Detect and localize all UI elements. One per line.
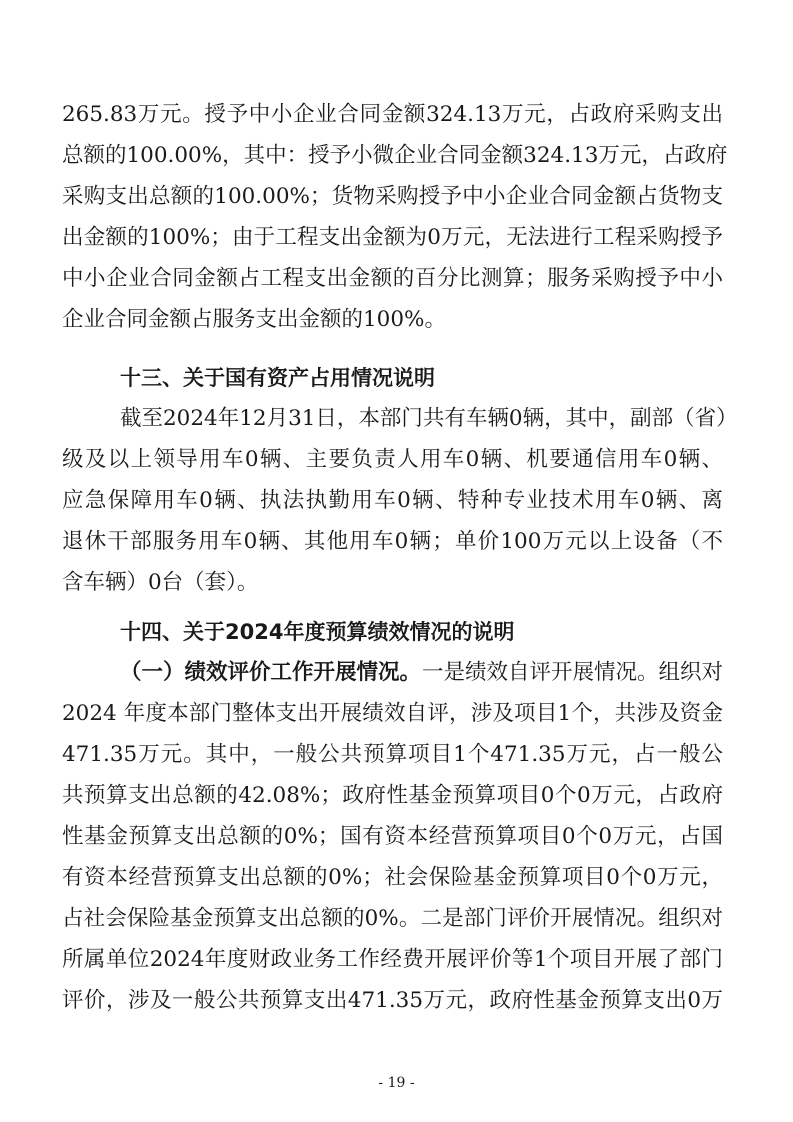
body-text-line: 性基金预算支出总额的0%；国有资本经营预算项目0个0万元，占国 [62, 824, 723, 849]
body-text-line [120, 659, 723, 687]
body-text-line: 级及以上领导用车0辆、主要负责人用车0辆、机要通信用车0辆、 [62, 447, 723, 472]
page-number: - 19 - [378, 1075, 415, 1091]
section-heading-14: 十四、关于2024年度预算绩效情况的说明 [120, 620, 515, 644]
body-text-line: 占社会保险基金预算支出总额的0%。二是部门评价开展情况。组织对 [62, 906, 723, 931]
body-text-line: 所属单位2024年度财政业务工作经费开展评价等1个项目开展了部门 [62, 947, 723, 972]
body-text-line: 应急保障用车0辆、执法执勤用车0辆、特种专业技术用车0辆、离 [62, 488, 723, 513]
body-text-line: 2024 年度本部门整体支出开展绩效自评，涉及项目1个，共涉及资金 [62, 701, 723, 726]
body-text: 一是绩效自评开展情况。组织对 [421, 660, 723, 685]
body-text-line: 企业合同金额占服务支出金额的100%。 [62, 307, 446, 332]
body-text-line: 评价，涉及一般公共预算支出471.35万元，政府性基金预算支出0万 [62, 988, 723, 1013]
section-heading-13: 十三、关于国有资产占用情况说明 [120, 366, 435, 390]
body-text-line: 总额的100.00%，其中：授予小微企业合同金额324.13万元，占政府 [62, 143, 728, 168]
body-text-line: 采购支出总额的100.00%；货物采购授予中小企业合同金额占货物支 [62, 184, 723, 209]
body-text-line: 471.35万元。其中，一般公共预算项目1个471.35万元，占一般公 [62, 742, 723, 767]
body-text-line: 有资本经营预算支出总额的0%；社会保险基金预算项目0个0万元， [62, 865, 723, 890]
subsection-heading: （一）绩效评价工作开展情况。 [120, 660, 422, 685]
body-text-line: 出金额的100%；由于工程支出金额为0万元，无法进行工程采购授予 [62, 225, 723, 250]
body-text-line: 中小企业合同金额占工程支出金额的百分比测算；服务采购授予中小 [62, 266, 723, 291]
body-text-line: 退休干部服务用车0辆、其他用车0辆；单价100万元以上设备（不 [62, 529, 723, 554]
body-text-line: 共预算支出总额的42.08%；政府性基金预算项目0个0万元，占政府 [62, 783, 723, 808]
body-text-line: 265.83万元。授予中小企业合同金额324.13万元，占政府采购支出 [62, 102, 723, 127]
body-text-line: 截至2024年12月31日，本部门共有车辆0辆，其中，副部（省） [120, 406, 738, 431]
body-text-line: 含车辆）0台（套）。 [62, 570, 259, 595]
